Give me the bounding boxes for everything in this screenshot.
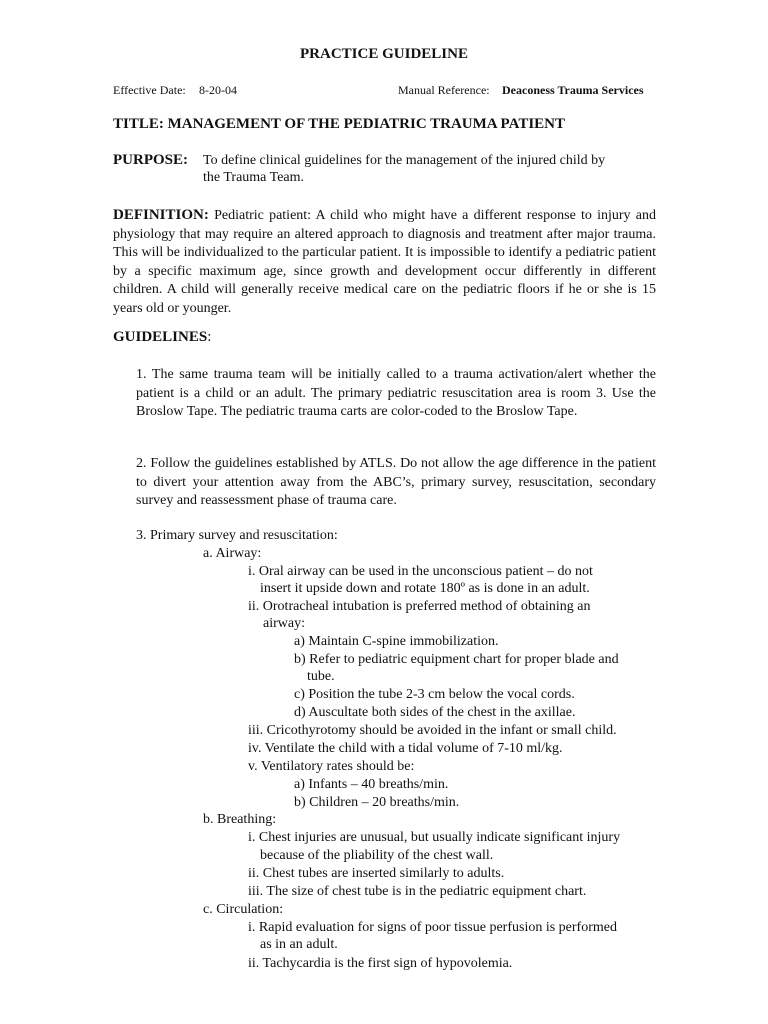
airway-ii-line-2: airway:	[263, 616, 305, 631]
airway-ii-b-line-1: b) Refer to pediatric equipment chart for proper blade and	[294, 652, 619, 667]
effective-date-value: 8-20-04	[199, 83, 237, 97]
circulation-i-line-2: as in an adult.	[260, 937, 338, 952]
definition-label: DEFINITION:	[113, 207, 209, 223]
airway-v-a: a) Infants – 40 breaths/min.	[294, 777, 449, 792]
airway-v: v. Ventilatory rates should be:	[248, 759, 415, 774]
guideline-item-1: 1. The same trauma team will be initially called to a trauma activation/alert whether the patient is a child or an adult. The primary pediatric resuscitation area is room 3. Use the Broslow Tape. The pediatric trauma carts are color-coded to the Broslow Tape.	[136, 367, 656, 419]
purpose-label: PURPOSE:	[113, 152, 188, 168]
breathing-i-line-1: i. Chest injuries are unusual, but usually indicate significant injury	[248, 830, 621, 845]
breathing-label: b. Breathing:	[203, 812, 277, 827]
airway-ii-d: d) Auscultate both sides of the chest in the axillae.	[294, 705, 576, 720]
airway-v-b: b) Children – 20 breaths/min.	[294, 795, 460, 810]
airway-ii-a: a) Maintain C-spine immobilization.	[294, 634, 499, 649]
document-title: TITLE: MANAGEMENT OF THE PEDIATRIC TRAUMA PATIENT	[113, 116, 565, 132]
purpose-text-line-2: the Trauma Team.	[203, 170, 305, 185]
airway-ii-b-line-2: tube.	[307, 669, 335, 684]
circulation-ii: ii. Tachycardia is the first sign of hypovolemia.	[248, 956, 513, 971]
manual-reference-label: Manual Reference:	[398, 83, 490, 97]
airway-iv: iv. Ventilate the child with a tidal volume of 7-10 ml/kg.	[248, 741, 563, 756]
guideline-item-2: 2. Follow the guidelines established by ATLS. Do not allow the age difference in the patient to divert your attention away from the ABC’s, primary survey, resuscitation, secondary survey and reassessment phase of trauma care.	[136, 456, 656, 508]
circulation-i-line-1: i. Rapid evaluation for signs of poor tissue perfusion is performed	[248, 920, 617, 935]
airway-i-line-1: i. Oral airway can be used in the unconscious patient – do not	[248, 564, 593, 579]
definition-paragraph	[113, 206, 656, 318]
guideline-item-3: 3. Primary survey and resuscitation:	[136, 528, 338, 543]
document-header-title: PRACTICE GUIDELINE	[300, 46, 468, 62]
airway-label: a. Airway:	[203, 546, 262, 561]
airway-i-line-2: insert it upside down and rotate 180º as is done in an adult.	[260, 581, 590, 596]
guidelines-heading-colon: :	[207, 329, 212, 345]
guidelines-heading	[113, 329, 211, 346]
purpose-text-line-1: To define clinical guidelines for the management of the injured child by	[203, 153, 606, 168]
breathing-ii: ii. Chest tubes are inserted similarly to adults.	[248, 866, 505, 881]
airway-ii-line-1: ii. Orotracheal intubation is preferred method of obtaining an	[248, 599, 591, 614]
breathing-iii: iii. The size of chest tube is in the pediatric equipment chart.	[248, 884, 587, 899]
definition-text: Pediatric patient: A child who might have a different response to injury and physiology that may require an altered approach to diagnosis and treatment after major trauma. This will be individualized to the particular patient. It is impossible to identify a pediatric patient by a specific maximum age, since growth and development occur differently in different children. A child will generally receive medical care on the pediatric floors if he or she is 15 years old or younger.	[113, 208, 657, 316]
circulation-label: c. Circulation:	[203, 902, 284, 917]
airway-ii-c: c) Position the tube 2-3 cm below the vocal cords.	[294, 687, 575, 702]
effective-date-label: Effective Date:	[113, 83, 186, 97]
breathing-i-line-2: because of the pliability of the chest wall.	[260, 848, 494, 863]
airway-iii: iii. Cricothyrotomy should be avoided in the infant or small child.	[248, 723, 617, 738]
manual-reference-value: Deaconess Trauma Services	[502, 83, 644, 97]
guidelines-heading-label: GUIDELINES	[113, 329, 208, 345]
